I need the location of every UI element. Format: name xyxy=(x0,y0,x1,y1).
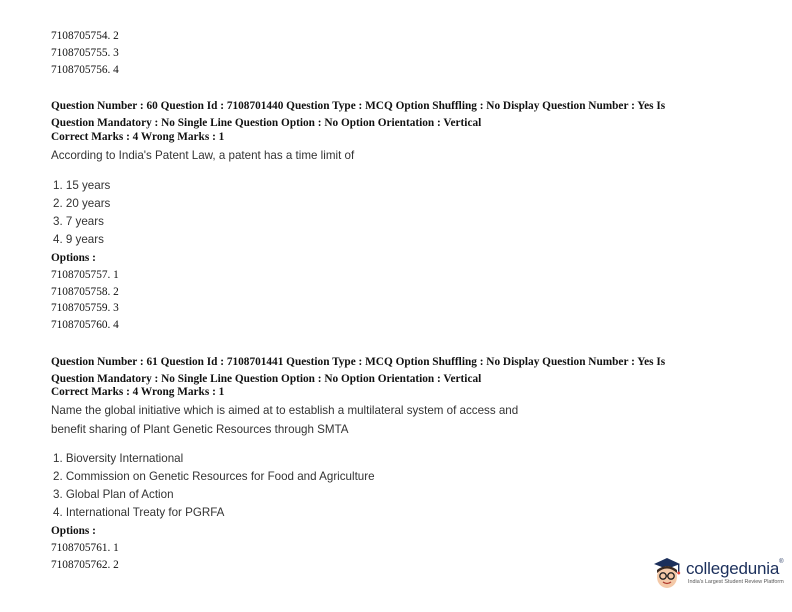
graduate-face-icon xyxy=(652,556,682,590)
options-label: Options : xyxy=(51,525,96,537)
question-text: According to India's Patent Law, a patent has a time limit of xyxy=(51,149,355,162)
question-header xyxy=(51,354,751,388)
question-header-line: Question Mandatory : No Single Line Question Option : No Option Orientation : Vertical xyxy=(51,373,482,385)
logo-wordmark: collegedunia® xyxy=(686,559,784,578)
answer-choice: 3. Global Plan of Action xyxy=(53,488,174,501)
logo-tagline: India's Largest Student Review Platform xyxy=(688,579,784,585)
answer-choice: 2. Commission on Genetic Resources for Food and Agriculture xyxy=(53,470,375,483)
question-header-line: Question Number : 60 Question Id : 7108701440 Question Type : MCQ Option Shuffling : No Display Question Number : Yes Is xyxy=(51,100,666,112)
answer-choice: 1. 15 years xyxy=(53,179,111,192)
marks-info: Correct Marks : 4 Wrong Marks : 1 xyxy=(51,131,225,143)
answer-choice: 4. 9 years xyxy=(53,233,104,246)
option-id: 7108705754. 2 xyxy=(51,30,119,42)
option-id: 7108705762. 2 xyxy=(51,559,119,571)
option-id: 7108705760. 4 xyxy=(51,319,119,331)
option-id: 7108705758. 2 xyxy=(51,286,119,298)
option-id: 7108705757. 1 xyxy=(51,269,119,281)
option-id: 7108705755. 3 xyxy=(51,47,119,59)
marks-info: Correct Marks : 4 Wrong Marks : 1 xyxy=(51,386,225,398)
answer-choice: 4. International Treaty for PGRFA xyxy=(53,506,225,519)
question-header xyxy=(51,98,751,132)
question-header-line: Question Mandatory : No Single Line Question Option : No Option Orientation : Vertical xyxy=(51,117,482,129)
answer-choice: 2. 20 years xyxy=(53,197,111,210)
answer-choice: 3. 7 years xyxy=(53,215,104,228)
answer-choice: 1. Bioversity International xyxy=(53,452,184,465)
collegedunia-logo xyxy=(652,556,782,592)
question-header-line: Question Number : 61 Question Id : 7108701441 Question Type : MCQ Option Shuffling : No Display Question Number : Yes Is xyxy=(51,356,666,368)
option-id: 7108705756. 4 xyxy=(51,64,119,76)
option-id: 7108705759. 3 xyxy=(51,302,119,314)
options-label: Options : xyxy=(51,252,96,264)
question-text: Name the global initiative which is aimed at to establish a multilateral system of access and xyxy=(51,404,519,417)
question-text: benefit sharing of Plant Genetic Resources through SMTA xyxy=(51,423,349,436)
option-id: 7108705761. 1 xyxy=(51,542,119,554)
